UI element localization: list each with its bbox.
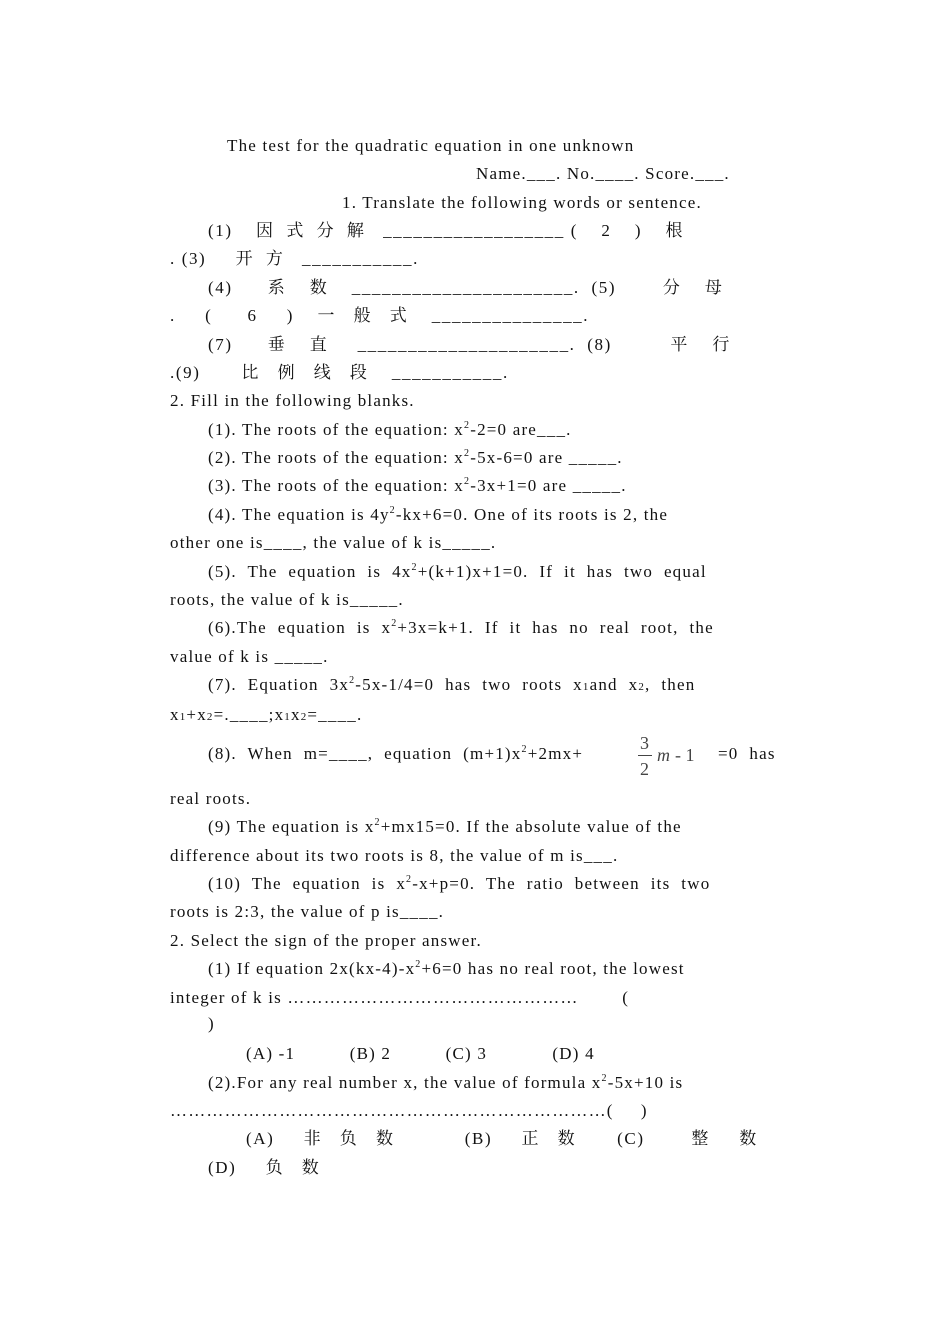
fill-q7-line-2: x1+x2=.____;x1x2=____. [170,705,363,724]
fill-q10-line-1: (10) The equation is $x^2-x+p=0$. The ratio between its two [208,874,711,893]
fill-q6-line-1: (6).The equation is $x^2+3x=k+1$. If it has no real root, the [208,618,714,637]
fill-q3: (3). The roots of the equation: $x^2-3x+1=0$ are _____. [208,476,627,495]
section-1-heading: 1. Translate the following words or sentence. [342,193,702,212]
fraction-numerator: 3 [640,733,649,753]
translate-line-3: (4) 系 数 ______________________. (5) 分 母 [208,278,724,297]
select-q1-line-2: integer of k is ………………………………………… ( [170,988,630,1007]
translate-line-2: . (3) 开 方 ___________. [170,249,419,268]
fill-q5-line-1: (5). The equation is $4x^2+(k+1)x+1=0$. If it has two equal [208,562,707,581]
fill-q8-line-1-right: =0 has [718,744,776,763]
select-q2-line-1: (2).For any real number x, the value of formula $x^2-5x+10$ is [208,1073,684,1092]
fill-q6-line-2: value of k is _____. [170,647,329,666]
select-q1-line-1: (1) If equation $2x(kx-4)-x^2+6=0$ has no real root, the lowest [208,959,685,978]
fill-q4-line-1: (4). The equation is $4y^2-kx+6=0$. One of its roots is 2, the [208,505,669,524]
translate-line-5: (7) 垂 直 _____________________. (8) 平 行 [208,335,731,354]
select-q2-option-d: (D) 负 数 [208,1158,321,1177]
fraction-bar [638,755,652,756]
fill-q10-line-2: roots is 2:3, the value of p is____. [170,902,445,921]
fill-q1: (1). The roots of the equation: $x^2-2=0$ are___. [208,420,572,439]
fill-q8-variable-m: m [657,745,670,765]
translate-line-6: .(9) 比 例 线 段 ___________. [170,363,509,382]
select-q2-line-2: ………………………………………………………………( ) [170,1101,648,1120]
fill-q9-line-2: difference about its two roots is 8, the value of m is___. [170,846,619,865]
fill-q8-minus-one: - 1 [675,745,695,765]
section-2-heading: 2. Fill in the following blanks. [170,391,415,410]
fill-q5-line-2: roots, the value of k is_____. [170,590,404,609]
select-q1-options: (A) -1 (B) 2 (C) 3 (D) 4 [246,1044,595,1063]
fill-q7-line-1: (7). Equation $3x^2-5x-1/4=0$ has two roots x1and x2, then [208,675,696,694]
select-q2-options: (A) 非 负 数 (B) 正 数 (C) 整 数 [246,1129,758,1148]
page-title: The test for the quadratic equation in one unknown [227,136,635,155]
fill-q4-line-2: other one is____, the value of k is_____. [170,533,497,552]
fraction-denominator: 2 [640,759,649,779]
section-3-heading: 2. Select the sign of the proper answer. [170,931,482,950]
fill-q9-line-1: (9) The equation is $x^2+mx15=0$. If the absolute value of the [208,817,682,836]
translate-line-4: . ( 6 ) 一 般 式 _______________. [170,306,590,325]
fill-q8-line-1-left: (8). When m=____, equation $(m+1)x^2+2mx+$ [208,744,584,763]
fill-q8-line-2: real roots. [170,789,252,808]
name-number-score-line: Name.___. No.____. Score.___. [476,164,730,183]
select-q1-line-3: ) [208,1014,215,1033]
fill-q2: (2). The roots of the equation: $x^2-5x-6=0$ are _____. [208,448,623,467]
translate-line-1: (1) 因 式 分 解 __________________ ( 2 ) 根 [208,221,685,240]
